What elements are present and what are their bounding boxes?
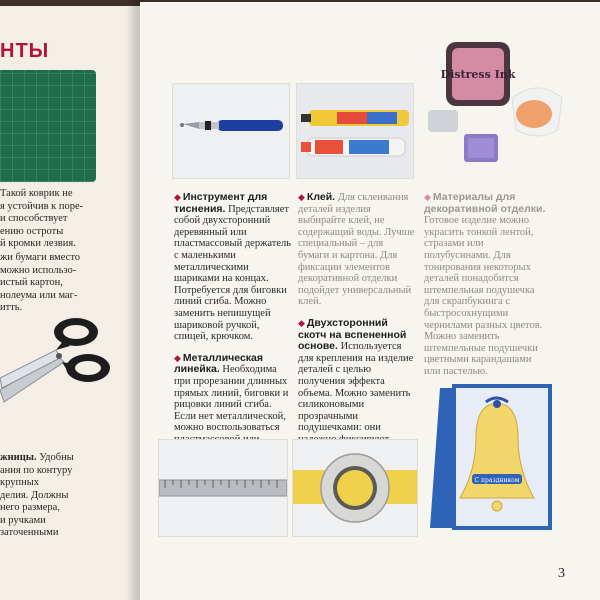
left-page xyxy=(0,6,140,600)
bullet-icon: ◆ xyxy=(174,192,181,202)
tape-photo xyxy=(293,440,417,536)
ink-pad-label: Distress Ink xyxy=(440,68,516,81)
paper-text: жи бумаги вместо можно использо- истый картон, нолеума или маг- итть. xyxy=(0,252,81,313)
bullet-icon: ◆ xyxy=(174,352,181,363)
bullet-icon: ◆ xyxy=(424,192,431,202)
item-title: Инструмент для тиснения. xyxy=(174,191,268,215)
ink-pads-icon xyxy=(428,38,578,170)
item-title: Двухсторонний скотч на вспененной основе. xyxy=(298,316,407,353)
column-3 xyxy=(424,192,550,388)
scissors-icon xyxy=(0,316,112,408)
left-page-heading: НТЫ xyxy=(0,40,50,62)
ruler-photo xyxy=(159,440,287,536)
metal-ruler-icon xyxy=(159,440,287,536)
card-label: С праздником xyxy=(474,477,520,484)
bell-card-icon xyxy=(430,378,558,538)
item-title: Клей. xyxy=(306,191,336,203)
bullet-icon: ◆ xyxy=(298,317,305,328)
item-title: Металлическая линейка. xyxy=(174,351,264,376)
item-decor-materials xyxy=(424,192,550,378)
item-title: Материалы для декоративной отделки. xyxy=(424,191,546,215)
item-body: Представляет собой двухсторонний деревянный или пластмассовый держатель с маленькими металлическими шариками на концах. Потребуется для биговки линий сгиба. Можно заменить непишущей шариковой ручкой, спицей, крючком. xyxy=(174,203,292,343)
bullet-icon: ◆ xyxy=(298,192,305,202)
glue-tubes-icon xyxy=(297,84,413,178)
greeting-card-photo xyxy=(430,378,558,538)
column-1 xyxy=(174,192,292,467)
embossing-tool-photo xyxy=(173,84,289,178)
double-tape-icon xyxy=(293,440,417,536)
scissors-text-body: Удобны ания по контуру крупных делия. Должны него размера, и ручками заточенными xyxy=(0,452,74,538)
item-body: Для склеивания деталей изделия выбирайте клей, не содержащий воды. Лучше специальный – для бумаги и картона. Для фиксации элементов декоративной отделки подойдет универсальный клей. xyxy=(298,192,415,308)
item-body: Используется для крепления на изделие деталей с целью получения эффекта объема. Можно заменить силиконовыми прозрачными подушечками: они xyxy=(298,341,414,434)
item-embossing-tool xyxy=(174,192,292,343)
item-body: Необходима при прорезании длинных прямых линий, биговки и рицовки линий сгиба. Если нет металлической, можно воспользоваться xyxy=(174,364,289,434)
embossing-tool-icon xyxy=(173,84,289,178)
glue-photo xyxy=(297,84,413,178)
ink-pads-photo xyxy=(428,38,578,170)
page-number: 3 xyxy=(558,566,565,581)
item-body: Готовое изделие можно украсить тонкой лентой, стразами или полубусинами. Для тонирования некоторых деталей понадобится штемпельная подушечка для скрапбукинга с быстросохнущими чернилами разных цветов. Можно заменить штемпельные подушечки цветными карандашами или пастелью. xyxy=(424,215,543,377)
item-glue xyxy=(298,192,416,308)
mat-text: Такой коврик не я устойчив к поре- и способствует ению остроты й кромки лезвия. xyxy=(0,188,84,249)
scissors-text-lead: жницы. xyxy=(0,452,37,463)
cutting-mat-photo xyxy=(0,70,96,182)
scissors-text xyxy=(0,452,128,540)
